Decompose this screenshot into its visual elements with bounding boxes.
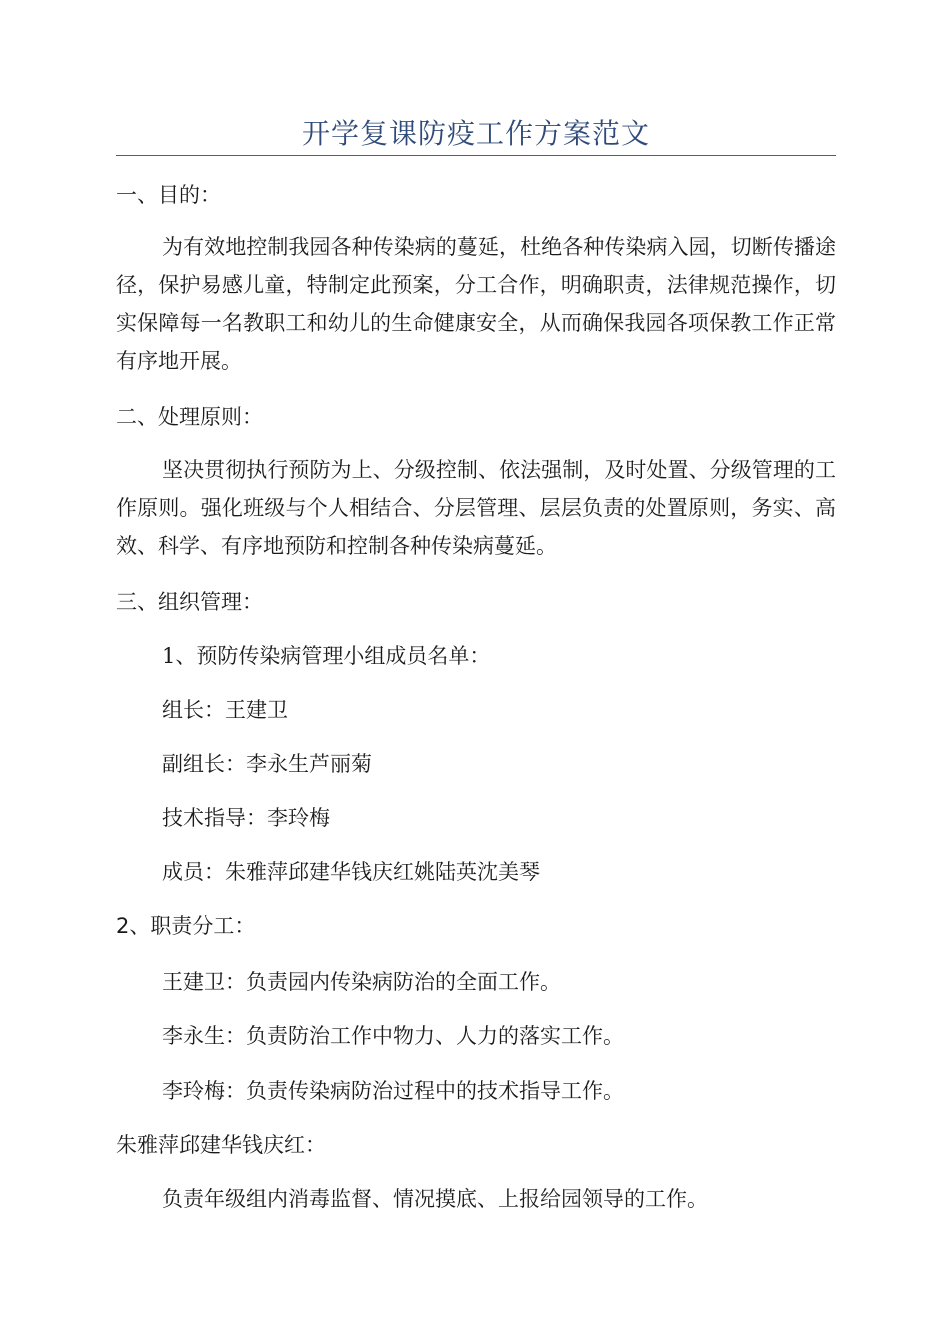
title-underline	[116, 155, 836, 156]
duty-line-4-heading: 朱雅萍邱建华钱庆红：	[116, 1133, 326, 1157]
section-body-purpose: 为有效地控制我园各种传染病的蔓延，杜绝各种传染病入园，切断传播途径，保护易感儿童，特制定此预案，分工合作，明确职责，法律规范操作，切实保障每一名教职工和幼儿的生命健康安全，从而确保我园各项保教工作正常有序地开展。	[116, 235, 836, 373]
member-list-heading: 1、预防传染病管理小组成员名单：	[162, 644, 491, 668]
section-heading-principles: 二、处理原则：	[116, 405, 263, 429]
duty-line-1: 王建卫：负责园内传染病防治的全面工作。	[162, 970, 561, 994]
leader-line: 组长：王建卫	[162, 698, 288, 722]
tech-guide-line: 技术指导：李玲梅	[162, 806, 330, 830]
document-title: 开学复课防疫工作方案范文	[301, 117, 650, 150]
duty-heading-text: 、职责分工：	[129, 914, 256, 938]
duty-heading-number: 2	[116, 914, 130, 938]
section-heading-purpose: 一、目的：	[116, 183, 221, 207]
duty-heading	[116, 907, 255, 945]
duty-line-4-body: 负责年级组内消毒监督、情况摸底、上报给园领导的工作。	[162, 1187, 708, 1211]
vice-leader-line: 副组长：李永生芦丽菊	[162, 752, 372, 776]
section-heading-organization: 三、组织管理：	[116, 590, 263, 614]
duty-line-3: 李玲梅：负责传染病防治过程中的技术指导工作。	[162, 1079, 624, 1103]
section-body-principles: 坚决贯彻执行预防为上、分级控制、依法强制，及时处置、分级管理的工作原则。强化班级与个人相结合、分层管理、层层负责的处置原则，务实、高效、科学、有序地预防和控制各种传染病蔓延。	[116, 458, 836, 558]
members-line: 成员：朱雅萍邱建华钱庆红姚陆英沈美琴	[162, 860, 540, 884]
duty-line-2: 李永生：负责防治工作中物力、人力的落实工作。	[162, 1024, 624, 1048]
